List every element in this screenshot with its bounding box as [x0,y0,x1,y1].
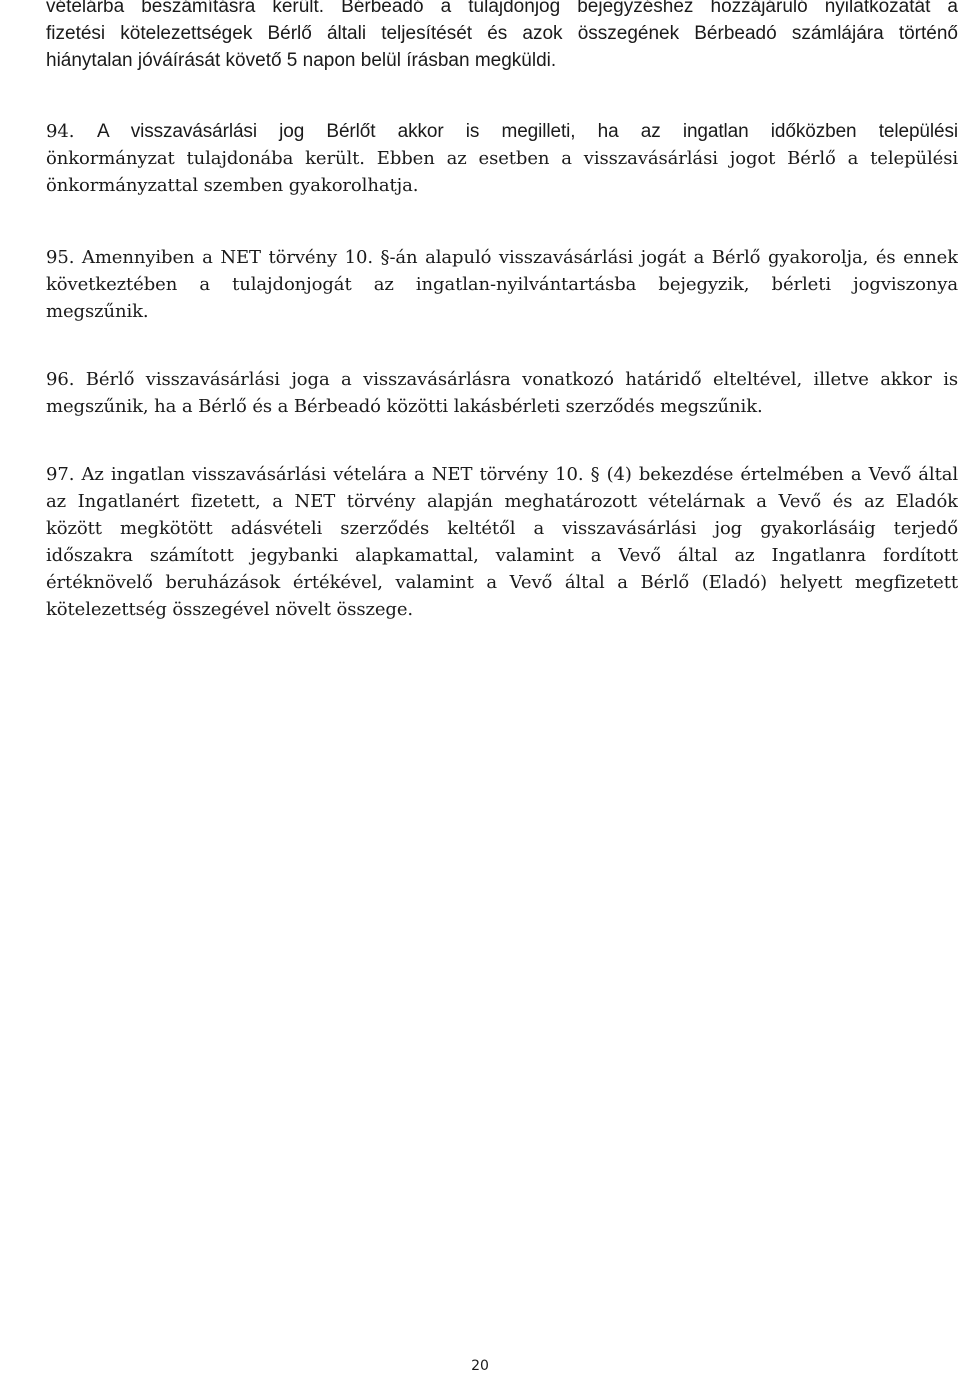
text-line: megszűnik, ha a Bérlő és a Bérbeadó közötti lakásbérleti szerződés megszűnik. [46,396,763,417]
paragraph-number: 97. [46,464,75,485]
text-line: időszakra számított jegybanki alapkamattal, valamint a Vevő által az Ingatlanra fordított [46,545,958,566]
text-line [46,118,958,145]
text-line-content: Amennyiben a NET törvény 10. §-án alapuló visszavásárlási jogát a Bérlő gyakorolja, és ennek [81,247,958,268]
text-line: önkormányzattal szemben gyakorolhatja. [46,175,419,196]
text-line-content: A visszavásárlási jog Bérlőt akkor is megilleti, ha az ingatlan időközben települési [96,121,958,142]
text-line: következtében a tulajdonjogát az ingatlan-nyilvántartásba bejegyzik, bérleti jogviszonya [46,274,958,295]
text-line [46,145,958,172]
text-line: megszűnik. [46,301,149,322]
text-line: az Ingatlanért fizetett, a NET törvény alapján meghatározott vételárnak a Vevő és az Eladók [46,491,958,512]
text-line: fizetési kötelezettségek Bérlő általi teljesítését és azok összegének Bérbeadó számlájára történő [46,23,958,44]
paragraph-number: 94. [46,121,75,142]
text-line: vételárba beszámításra került. Bérbeadó a tulajdonjog bejegyzéshez hozzájáruló nyilatkozatát a [46,0,958,17]
text-line: kötelezettség összegével növelt összege. [46,599,414,620]
paragraph-number: 95. [46,247,75,268]
text-line-content: Bérlő visszavásárlási joga a visszavásárlásra vonatkozó határidő elteltével, illetve akkor is [85,369,958,390]
text-line: hiánytalan jóváírását követő 5 napon belül írásban megküldi. [46,50,557,71]
text-line-content: Az ingatlan visszavásárlási vételára a NET törvény 10. § (4) bekezdése értelmében a Vevő által [81,464,958,485]
page-number: 20 [471,1358,489,1374]
text-line [46,366,958,393]
paragraph-number: 96. [46,369,75,390]
text-line: értéknövelő beruházások értékével, valamint a Vevő által a Bérlő (Eladó) helyett megfizetett [46,572,958,593]
document-page [46,0,958,1379]
paragraph-97 [46,461,958,623]
text-line [46,461,958,488]
paragraph-continuation [46,0,958,74]
text-line [46,244,958,271]
paragraph-94 [46,118,958,199]
paragraph-96 [46,366,958,420]
paragraph-95 [46,244,958,325]
text-line-content: önkormányzat tulajdonába került. Ebben az esetben a visszavásárlási jogot Bérlő a települési [46,148,958,169]
text-line: között megkötött adásvételi szerződés keltétől a visszavásárlási jog gyakorlásáig terjedő [46,518,958,539]
